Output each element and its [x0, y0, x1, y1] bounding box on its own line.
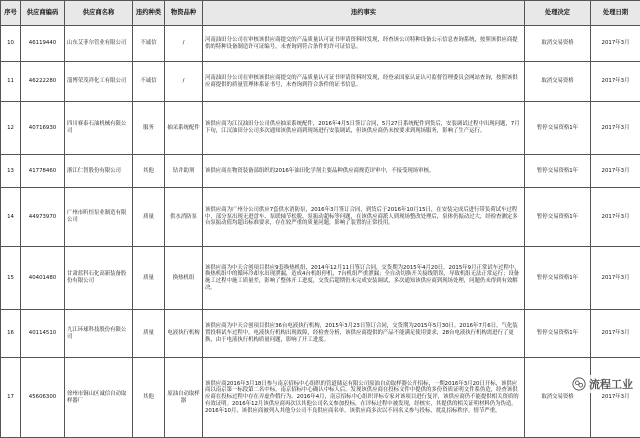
cell-date: 2017年3月 [591, 26, 640, 62]
cell-no: 14 [1, 188, 21, 247]
header-no: 序号 [1, 1, 21, 26]
cell-name: 浙江仁智股份有限公司 [65, 155, 133, 188]
cell-name: 甘肃蓝科石化高新装备股份有限公司 [65, 247, 133, 310]
cell-material: 换热机组 [165, 247, 203, 310]
cell-type: 不诚信 [133, 26, 165, 62]
cell-fact: 该供应商在物资装备部组织的2016年油田化学剂主要品种供应商规范评审中，不接受现场审核。 [203, 155, 525, 188]
header-name: 供应商名称 [65, 1, 133, 26]
cell-date: 2017年3月 [591, 358, 640, 438]
cell-type: 其他 [133, 155, 165, 188]
cell-type: 服务 [133, 102, 165, 155]
cell-date: 2017年3月 [591, 247, 640, 310]
table-row [1, 62, 640, 102]
table-row [1, 188, 640, 247]
cell-material: 电液执行机构 [165, 310, 203, 358]
cell-type: 不诚信 [133, 62, 165, 102]
cell-fact: 河南油田分公司在审核该供应商提交的产品质量认可证书审请资料时发现，经查该公司特种设备公示信息查询系统，按照该供应商提供的特种设备制造许可证编号，未查询到符合条件的许可证信息。 [203, 26, 525, 62]
header-decision: 处理决定 [525, 1, 591, 26]
cell-code: 46222280 [21, 62, 65, 102]
cell-fact: 该供应商为中天合创项目供应9套换热机组，2014年12月11日签订合同，交货期为2015年4月20日。2015年9月正常试车过程中，换热机组中的循环冷却水出现泄漏，造成4台机组停机，7台机组严重泄漏；全自动切换开关接线错误，导致机组无法正常运行；设备施工过程中施工质量差，影响了整体开工进度，交货后超期仍未完成安装调试，多次通知该供应商到现场处理，问题仍未得到有效解决。 [203, 247, 525, 310]
cell-name: 四川赛泰石油机械有限公司 [65, 102, 133, 155]
cell-fact: 该供应商2016年3月18日参与南京招标中心组织的管道储运有限公司原油自动取样器公开招标，一期2016年3月20日开标，该供应商以南京第一标段第二名中标，南京招标中心确认中标人后，发现该供应商在投标文件中提供的多份资质证明文件系伪造，经查该供应商在投标过程中存在弄虚作假行为。2016年4月，南京招标中心组织评标专家对该项目进行复评，该供应商仍不能提供相关资质的有效证明。2016年12月该供应商再次以其他公司名义参加投标，在评标过程中被发现，经核实，其提供的相关证明材料仍为伪造。2016年10月，该供应商被列入其他分公司不良供应商名单，该供应商多次以不同名义参与投标，扰乱招标秩序，情节严重。 [203, 358, 525, 438]
header-date: 处理日期 [591, 1, 640, 26]
cell-no: 10 [1, 26, 21, 62]
table-row [1, 102, 640, 155]
cell-name: 淄博荣茂祥化工有限公司 [65, 62, 133, 102]
cell-decision: 暂停交易资格1年 [525, 310, 591, 358]
cell-no: 16 [1, 310, 21, 358]
cell-type: 质量 [133, 247, 165, 310]
cell-decision: 暂停交易资格1年 [525, 247, 591, 310]
cell-code: 45606300 [21, 358, 65, 438]
header-material: 物资品种 [165, 1, 203, 26]
cell-material: 抽采系统配件 [165, 102, 203, 155]
cell-code: 41778460 [21, 155, 65, 188]
cell-material: / [165, 26, 203, 62]
table-row [1, 247, 640, 310]
cell-date: 2017年3月 [591, 102, 640, 155]
wechat-official-account-icon [572, 377, 586, 391]
cell-fact: 该供应商为江汉油田分公司供应抽采系统配件，2016年4月5日签订合同，5月27日系统配件到货后，安装调试过程中出现问题，7月下旬，江汉油田分公司多次通知该供应商到现场进行安装调试，但该供应商仍未按要求到现场服务，影响了生产运行。 [203, 102, 525, 155]
cell-no: 17 [1, 358, 21, 438]
cell-decision: 取消交易资格 [525, 358, 591, 438]
cell-name: 九江环球科技股份有限公司 [65, 310, 133, 358]
cell-fact: 河南油田分公司在审核该供应商提交的产品质量认可证书审请资料时发现，经登录国家认证认可监督管理委员会网站查询，按照该供应商提供的质量管理体系证书号，未查询到符合条件的证书信息。 [203, 62, 525, 102]
cell-fact: 该供应商为中天合创项目供应36台电液执行机构，2015年3月23日签订合同，交货期为2015年5月30日。2016年7月6日，气化装置投料试车过程中，电液执行机构出现故障，经检查分析，该供应商提供的产品不能满足使用要求，28台电液执行机构需进行了更换，由于电液执行机构质量问题，影响了开工进度。 [203, 310, 525, 358]
cell-material: 钻井助剂 [165, 155, 203, 188]
cell-name: 广州市昕恒泵业制造有限公司 [65, 188, 133, 247]
cell-code: 40401480 [21, 247, 65, 310]
cell-date: 2017年3月 [591, 62, 640, 102]
cell-type: 其他 [133, 358, 165, 438]
cell-no: 12 [1, 102, 21, 155]
table-row [1, 358, 640, 438]
cell-material: / [165, 62, 203, 102]
cell-date: 2017年3月 [591, 155, 640, 188]
table-row [1, 26, 640, 62]
header-fact: 违约事实 [203, 1, 525, 26]
cell-name: 徐州市铜山区诚信自动取样器厂 [65, 358, 133, 438]
source-watermark [569, 375, 636, 393]
cell-fact: 该供应商为广州分公司供应7套供水消防泵，2016年3月签订合同，到货后于2016年10月15日，在安装完成后进行带负荷试车过程中，部分泵出现无进盘车、泵联轴节松脱、泵振动超标等问题，在该供应商派人到现场整改处理后，泵体仍振动过大，经检查测定多台泵振动值均超出标准要求，存在较严重的质量问题，影响了装置的正常投用。 [203, 188, 525, 247]
cell-decision: 暂停交易资格1年 [525, 188, 591, 247]
table-row [1, 155, 640, 188]
cell-material: 供水消防泵 [165, 188, 203, 247]
cell-no: 11 [1, 62, 21, 102]
cell-type: 质量 [133, 310, 165, 358]
cell-decision: 暂停交易资格1年 [525, 155, 591, 188]
cell-decision: 取消交易资格 [525, 62, 591, 102]
cell-decision: 取消交易资格 [525, 26, 591, 62]
cell-code: 44973970 [21, 188, 65, 247]
cell-material: 原油自动取样器 [165, 358, 203, 438]
cell-date: 2017年3月 [591, 188, 640, 247]
cell-date: 2017年3月 [591, 310, 640, 358]
cell-type: 质量 [133, 188, 165, 247]
cell-code: 40114510 [21, 310, 65, 358]
cell-no: 15 [1, 247, 21, 310]
header-code: 供应商编码 [21, 1, 65, 26]
table-row [1, 310, 640, 358]
cell-code: 46119440 [21, 26, 65, 62]
cell-decision: 暂停交易资格1年 [525, 102, 591, 155]
cell-name: 山东艾菲尔管业有限公司 [65, 26, 133, 62]
watermark-text: 流程工业 [589, 376, 633, 392]
header-row [1, 1, 640, 26]
cell-no: 13 [1, 155, 21, 188]
cell-code: 40716930 [21, 102, 65, 155]
header-type: 违约种类 [133, 1, 165, 26]
